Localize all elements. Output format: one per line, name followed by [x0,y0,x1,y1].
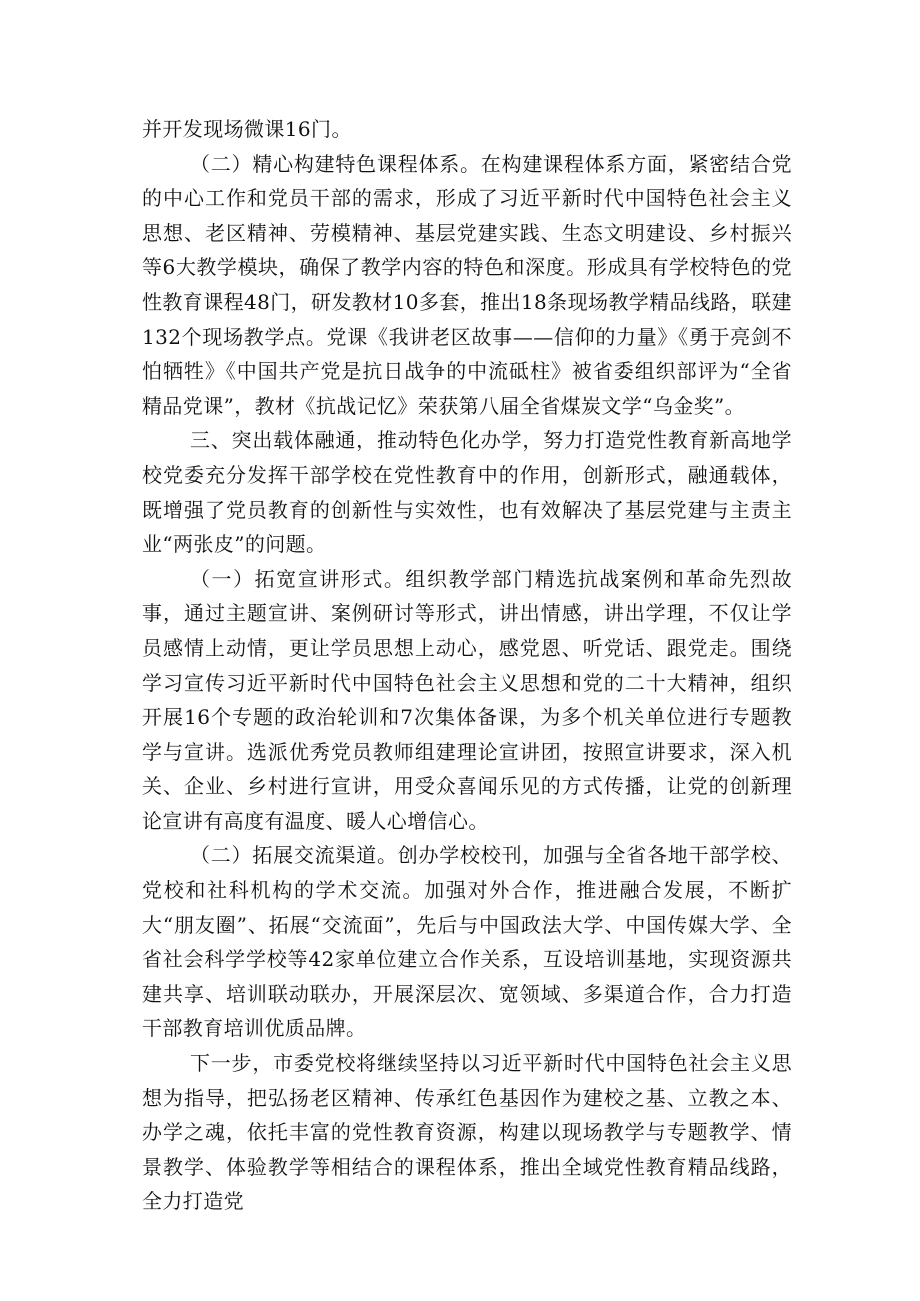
paragraph-next-steps: 下一步，市委党校将继续坚持以习近平新时代中国特色社会主义思想为指导，把弘扬老区精神、传承红色基因作为建校之基、立教之本、办学之魂，依托丰富的党性教育资源，构建以现场教学与专题教学、情景教学、体验教学等相结合的课程体系，推出全域党性教育精品线路，全力打造党 [142,1051,792,1214]
paragraph-lecture-forms: （一）拓宽宣讲形式。组织教学部门精选抗战案例和革命先烈故事，通过主题宣讲、案例研讨等形式，讲出情感，讲出学理，不仅让学员感情上动情，更让学员思想上动心，感党恩、听党话、跟党走。围绕学习宣传习近平新时代中国特色社会主义思想和党的二十大精神，组织开展16个专题的政治轮训和7次集体备课，为多个机关单位进行专题教学与宣讲。选派优秀党员教师组建理论宣讲团，按照宣讲要求，深入机关、企业、乡村进行宣讲，用受众喜闻乐见的方式传播，让党的创新理论宣讲有高度有温度、暖人心增信心。 [142,566,792,833]
paragraph-continuation: 并开发现场微课16门。 [142,117,352,141]
document-body [142,112,792,1219]
paragraph-section-three: 三、突出载体融通，推动特色化办学，努力打造党性教育新高地学校党委充分发挥干部学校在党性教育中的作用，创新形式，融通载体，既增强了党员教育的创新性与实效性，也有效解决了基层党建与主责主业“两张皮”的问题。 [142,428,792,557]
paragraph-course-system: （二）精心构建特色课程体系。在构建课程体系方面，紧密结合党的中心工作和党员干部的需求，形成了习近平新时代中国特色社会主义思想、老区精神、劳模精神、基层党建实践、生态文明建设、乡村振兴等6大教学模块，确保了教学内容的特色和深度。形成具有学校特色的党性教育课程48门，研发教材10多套，推出18条现场教学精品线路，联建132个现场教学点。党课《我讲老区故事——信仰的力量》《勇于亮剑不怕牺牲》《中国共产党是抗日战争的中流砥柱》被省委组织部评为“全省精品党课”，教材《抗战记忆》荣获第八届全省煤炭文学“乌金奖”。 [142,151,792,418]
paragraph-exchange-channels: （二）拓展交流渠道。创办学校校刊，加强与全省各地干部学校、党校和社科机构的学术交流。加强对外合作，推进融合发展，不断扩大“朋友圈”、拓展“交流面”，先后与中国政法大学、中国传媒大学、全省社会科学学校等42家单位建立合作关系，互设培训基地，实现资源共建共享、培训联动联办，开展深层次、宽领域、多渠道合作，合力打造干部教育培训优质品牌。 [142,843,792,1041]
